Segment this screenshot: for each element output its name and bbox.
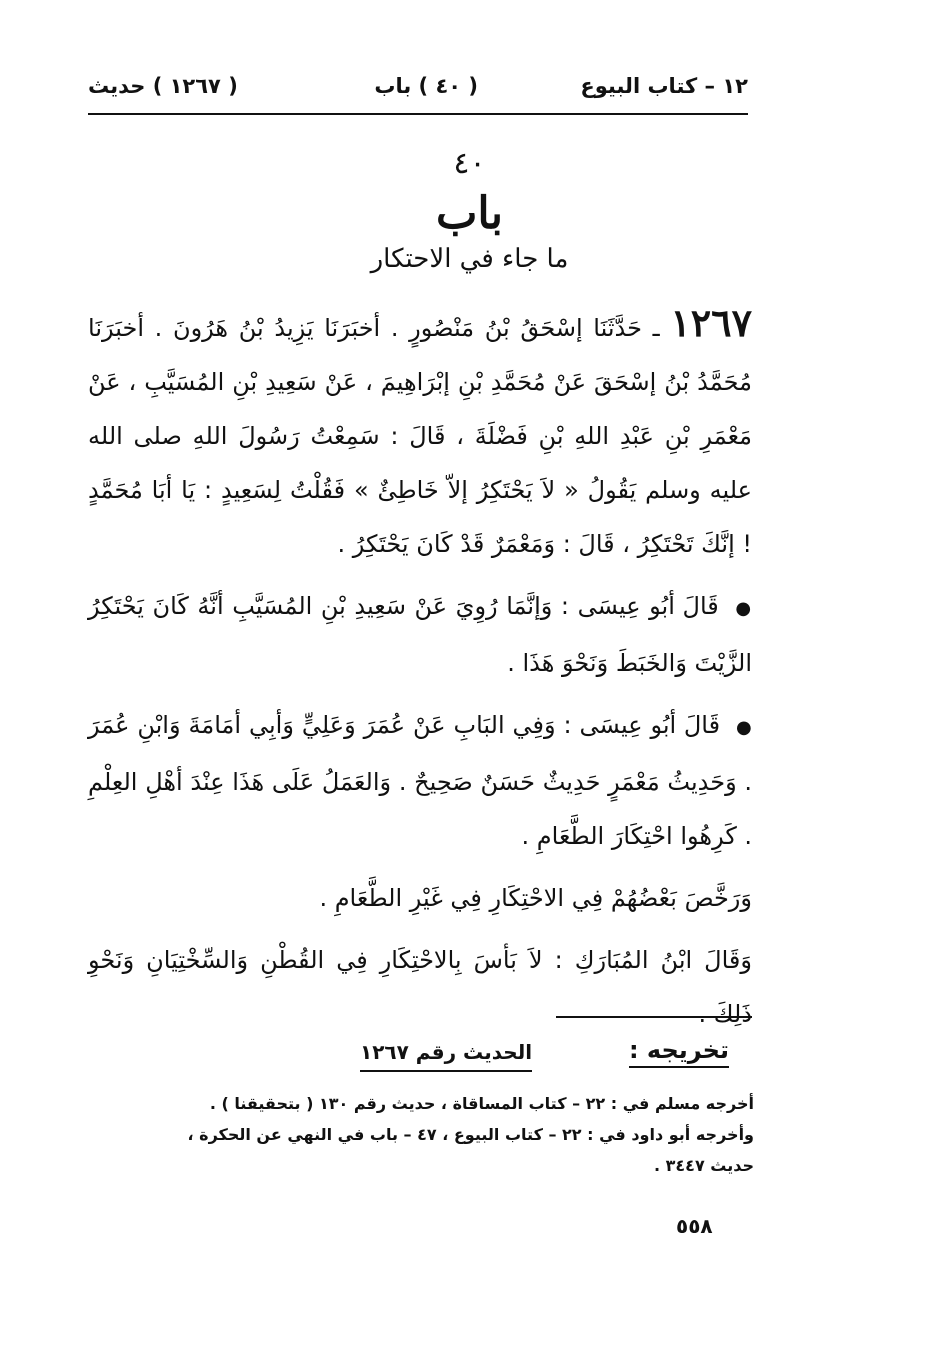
header-divider xyxy=(88,113,748,115)
commentary-paragraph xyxy=(88,933,752,1041)
takhrij-notes xyxy=(150,1088,754,1181)
paragraph-text: قَالَ أبُو عِيسَى : وَفِي البَابِ عَنْ عُمَرَ وَعَلِيٍّ وَأبِي أمَامَةَ وَابْنِ عُمَرَ . وَحَدِيثُ مَعْمَرٍ حَدِيثٌ حَسَنٌ صَحِيحٌ . وَالعَمَلُ عَلَى هَذَا عِنْدَ أهْلِ العِلْمِ . كَرِهُوا احْتِكَارَ الطَّعَامِ . xyxy=(88,711,752,850)
paragraph-text: وَقَالَ ابْنُ المُبَارَكِ : لاَ بَأسَ بِالاحْتِكَارِ فِي القُطْنِ وَالسِّخْتِيَانِ وَنَحْوِ ذَلِكَ . xyxy=(88,946,752,1028)
bullet-icon: ● xyxy=(735,717,752,738)
bullet-icon: ● xyxy=(735,598,752,619)
chapter-heading: باب xyxy=(435,188,504,239)
takhrij-line: أخرجه مسلم في : ٢٢ – كتاب المساقاة ، حديث رقم ١٣٠ ( بتحقيقنا ) . xyxy=(209,1094,754,1113)
hadith-text: ـ حَدَّثَنَا إسْحَقُ بْنُ مَنْصُورٍ . أخبَرَنَا يَزِيدُ بْنُ هَرُونَ . أخبَرَنَا مُحَمَّدُ بْنُ إسْحَقَ عَنْ مُحَمَّدِ بْنِ إبْرَاهِيمَ ، عَنْ سَعِيدِ بْنِ المُسَيَّبِ ، عَنْ مَعْمَرِ بْنِ عَبْدِ اللهِ بْنِ فَضْلَةَ ، قَالَ : سَمِعْتُ رَسُولَ اللهِ صلى الله عليه وسلم يَقُولُ « لاَ يَحْتَكِرُ إلاّ خَاطِئٌ » فَقُلْتُ لِسَعِيدٍ : يَا أبَا مُحَمَّدٍ ! إنَّكَ تَحْتَكِرُ ، قَالَ : وَمَعْمَرٌ قَدْ كَانَ يَحْتَكِرُ . xyxy=(88,314,752,558)
commentary-paragraph xyxy=(88,871,752,925)
hadith-paragraph xyxy=(88,296,752,571)
commentary-paragraph xyxy=(88,698,752,863)
takhrij-heading: تخريجه : xyxy=(629,1036,729,1068)
chapter-number: ٤٠ xyxy=(453,146,486,181)
paragraph-text: وَرَخَّصَ بَعْضُهُمْ فِي الاحْتِكَارِ فِي غَيْرِ الطَّعَامِ . xyxy=(319,884,752,912)
running-head xyxy=(88,72,748,108)
takhrij-line: وأخرجه أبو داود في : ٢٢ – كتاب البيوع ، ٤٧ – باب في النهي عن الحكرة ، حديث ٣٤٤٧ . xyxy=(187,1125,754,1175)
running-head-chapter: ( ٤٠ ) باب xyxy=(374,74,478,98)
page-number: ٥٥٨ xyxy=(676,1214,713,1238)
paragraph-text: قَالَ أبُو عِيسَى : وَإنَّمَا رُوِيَ عَنْ سَعِيدِ بْنِ المُسَيَّبِ أنَّهُ كَانَ يَحْتَكِرُ الزَّيْتَ وَالخَبَطَ وَنَحْوَ هَذَا . xyxy=(88,592,752,677)
running-head-book: ١٢ – كتاب البيوع xyxy=(580,74,748,98)
running-head-hadith: ( ١٢٦٧ ) حديث xyxy=(88,74,238,98)
main-text xyxy=(88,296,752,1049)
takhrij-hadith-reference: الحديث رقم ١٢٦٧ xyxy=(360,1040,532,1072)
hadith-number: ١٢٦٧ xyxy=(670,300,752,345)
chapter-title: ما جاء في الاحتكار xyxy=(370,244,569,274)
footnote-divider xyxy=(556,1016,752,1018)
commentary-paragraph xyxy=(88,579,752,690)
